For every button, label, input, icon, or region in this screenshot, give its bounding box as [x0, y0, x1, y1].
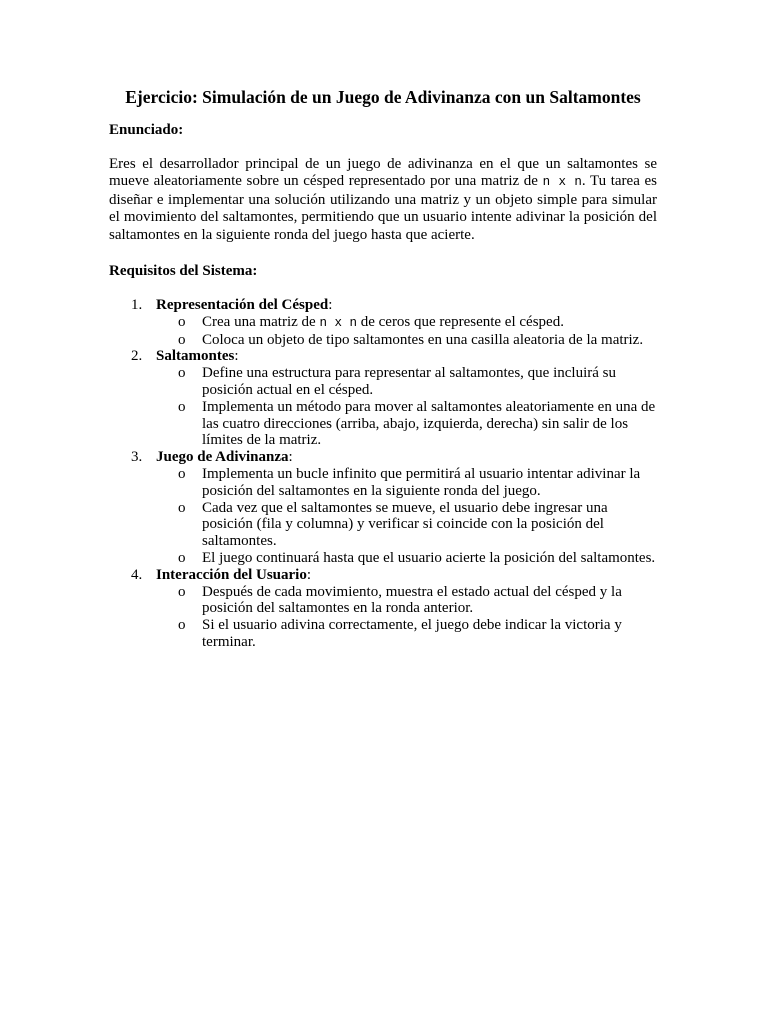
requisito-number: 1.	[131, 297, 143, 314]
sub-item-text: Si el usuario adivina correctamente, el juego debe indicar la victoria y terminar.	[202, 617, 622, 650]
requisito-sublist	[156, 365, 657, 449]
sub-item	[156, 365, 657, 399]
requisito-sublist	[156, 584, 657, 651]
requisitos-heading: Requisitos del Sistema:	[109, 263, 258, 280]
sub-item	[156, 332, 657, 349]
requisito-title: Representación del Césped	[156, 297, 329, 314]
requisito-sublist	[156, 466, 657, 567]
sub-item-text: Implementa un método para mover al saltamontes aleatoriamente en una de las cuatro direcciones (arriba, abajo, izquierda, derecha) sin salir de los límites de la matriz.	[202, 398, 656, 449]
enunciado-text-after: . Tu tarea es diseñar e implementar una solución utilizando una matriz y un objeto simple para simular el movimiento del saltamontes, permitiendo que un usuario intente adivinar la posición del saltamontes en la siguiente ronda del juego hasta que acierte.	[109, 173, 657, 243]
requisito-colon: :	[306, 566, 311, 583]
sub-item-text: Define una estructura para representar al saltamontes, que incluirá su posición actual en el césped.	[202, 365, 616, 399]
requisito-title: Juego de Adivinanza	[156, 449, 289, 466]
sub-item-code: n x n	[319, 315, 357, 330]
enunciado-paragraph	[109, 156, 657, 244]
bullet-icon: o	[178, 398, 186, 415]
requisito-item	[109, 567, 657, 651]
sub-item	[156, 466, 657, 500]
bullet-icon: o	[178, 313, 186, 330]
bullet-icon: o	[178, 549, 186, 566]
requisito-title: Saltamontes	[156, 348, 235, 365]
requisito-number: 3.	[131, 449, 143, 466]
requisito-title: Interacción del Usuario	[156, 566, 307, 583]
requisito-colon: :	[288, 449, 293, 466]
requisito-item	[109, 348, 657, 449]
enunciado-heading: Enunciado:	[109, 122, 184, 138]
bullet-icon: o	[178, 499, 186, 516]
sub-item-text-before: Crea una matriz de	[202, 313, 320, 330]
bullet-icon: o	[178, 617, 186, 634]
document-title: Ejercicio: Simulación de un Juego de Adivinanza con un Saltamontes	[125, 87, 641, 107]
sub-item	[156, 617, 657, 651]
requisito-colon: :	[328, 297, 333, 314]
requisito-number: 2.	[131, 348, 143, 365]
sub-item-text-after: de ceros que represente el césped.	[356, 313, 564, 330]
requisito-colon: :	[234, 348, 239, 365]
bullet-icon: o	[178, 365, 186, 382]
sub-item-text: Después de cada movimiento, muestra el estado actual del césped y la posición del saltamontes en la ronda anterior.	[202, 583, 622, 617]
sub-item	[156, 500, 657, 550]
document-page	[109, 86, 657, 651]
requisito-sublist	[156, 314, 657, 349]
sub-item	[156, 314, 657, 332]
requisito-item	[109, 449, 657, 567]
sub-item-text: Cada vez que el saltamontes se mueve, el usuario debe ingresar una posición (fila y columna) y verificar si coincide con la posición del saltamontes.	[202, 499, 608, 550]
requisito-item	[109, 297, 657, 348]
bullet-icon: o	[178, 331, 186, 348]
bullet-icon: o	[178, 583, 186, 600]
sub-item	[156, 584, 657, 618]
sub-item-text: Implementa un bucle infinito que permitirá al usuario intentar adivinar la posición del saltamontes en la siguiente ronda del juego.	[202, 466, 641, 499]
sub-item-text: Coloca un objeto de tipo saltamontes en una casilla aleatoria de la matriz.	[202, 331, 644, 348]
sub-item	[156, 550, 657, 567]
enunciado-text-before: Eres el desarrollador principal de un juego de adivinanza en el que un saltamontes se mueve aleatoriamente sobre un césped representado por una matriz de	[109, 156, 657, 190]
sub-item-text: El juego continuará hasta que el usuario acierte la posición del saltamontes.	[202, 549, 656, 566]
requisitos-list	[109, 297, 657, 651]
requisito-number: 4.	[131, 566, 143, 583]
bullet-icon: o	[178, 466, 186, 482]
sub-item	[156, 399, 657, 449]
enunciado-code: n x n	[542, 175, 582, 190]
